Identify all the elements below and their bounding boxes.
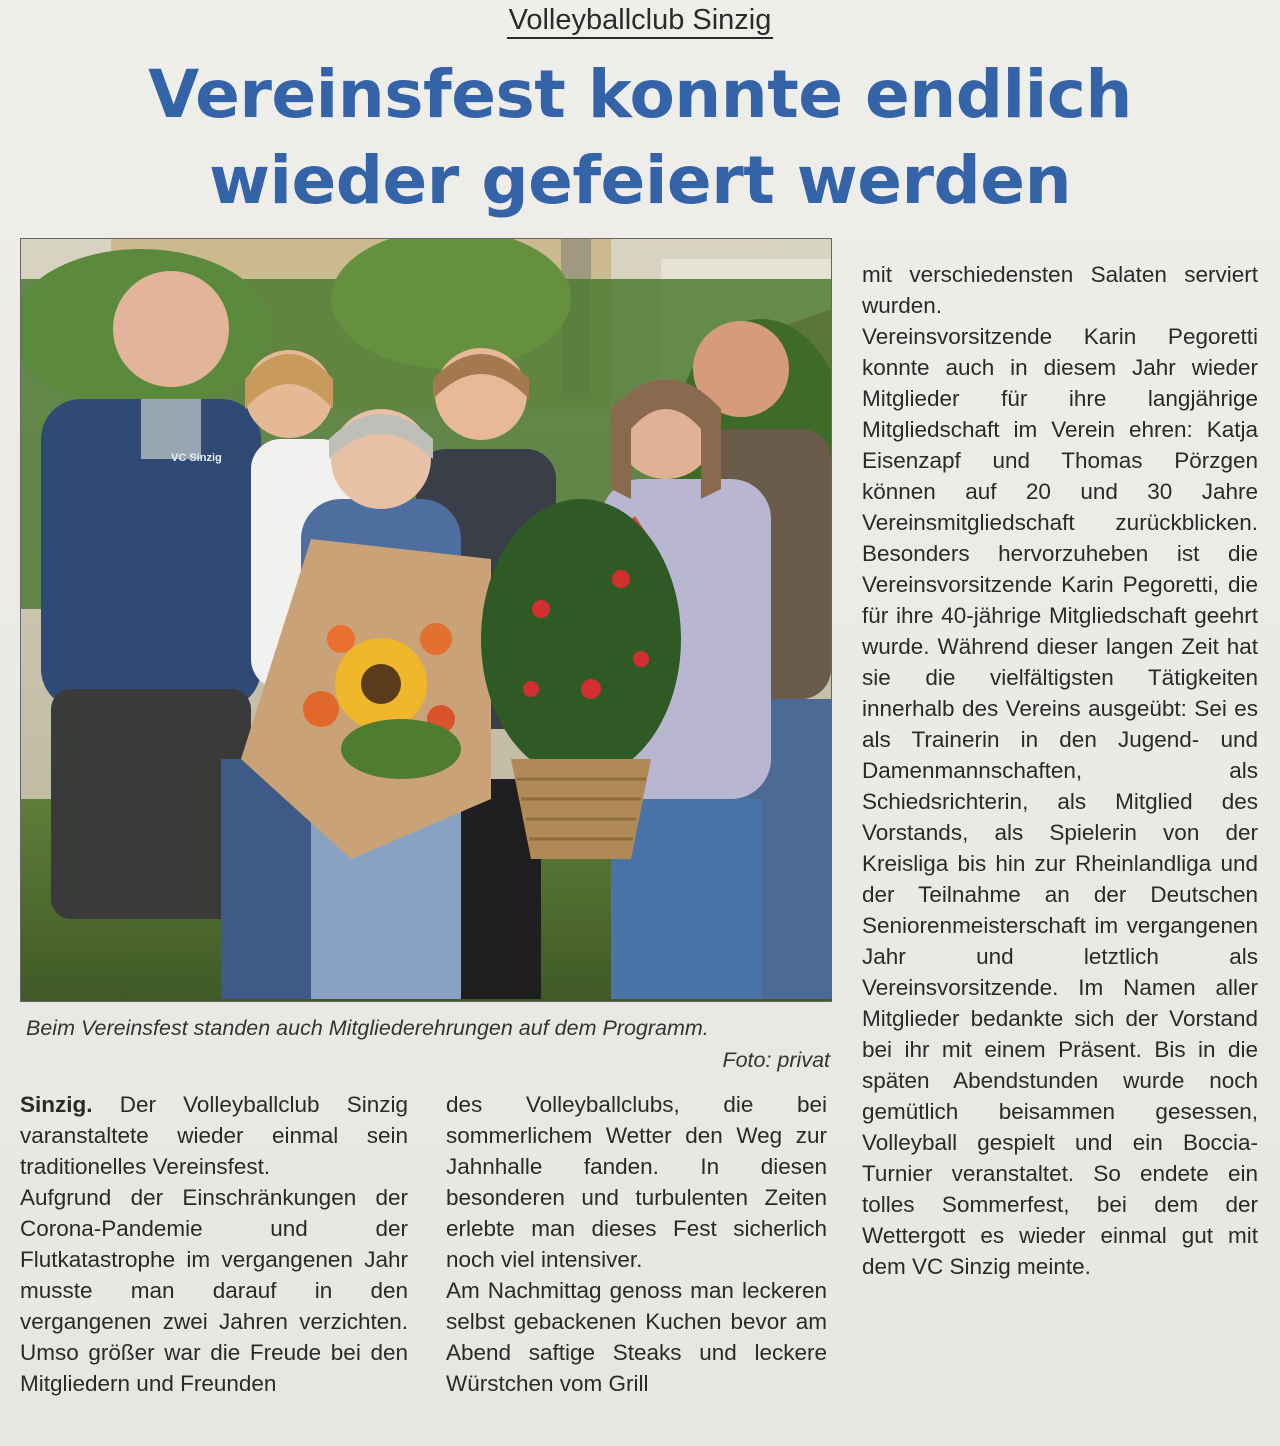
article-column-2: [446, 1089, 827, 1399]
kicker-text: Volleyballclub Sinzig: [507, 4, 774, 39]
intro-text: Der Volleyballclub Sinzig varanstaltete wieder einmal sein traditionelles Vereinsfest.: [20, 1092, 408, 1179]
photo-credit: Foto: privat: [722, 1048, 830, 1072]
headline-line-1: Vereinsfest konnte endlich: [148, 56, 1132, 133]
intro-paragraph: [20, 1089, 408, 1182]
body-paragraph: des Volleyballclubs, die bei sommerlichem Wetter den Weg zur Jahnhalle fanden. In diesen besonderen und turbulenten Zeiten erlebte man dieses Fest sicherlich noch viel intensiver.: [446, 1092, 827, 1272]
article-photo: [20, 238, 832, 1002]
body-paragraph: Aufgrund der Einschränkungen der Corona-Pandemie und der Flutkatastrophe im vergangenen Jahr musste man darauf in den vergangenen zwei Jahren verzichten. Umso größer war die Freude bei den Mitgliedern und Freunden: [20, 1185, 408, 1396]
headline-line-2: wieder gefeiert werden: [208, 142, 1072, 219]
article-column-3: [862, 259, 1258, 1282]
dateline: Sinzig.: [20, 1092, 93, 1117]
caption-text: Beim Vereinsfest standen auch Mitgliederehrungen auf dem Programm.: [26, 1016, 709, 1040]
body-paragraph: Am Nachmittag genoss man leckeren selbst gebackenen Kuchen bevor am Abend saftige Steaks und leckere Würstchen vom Grill: [446, 1278, 827, 1396]
body-paragraph: mit verschiedensten Salaten serviert wurden.: [862, 262, 1258, 318]
group-photo-illustration: [21, 239, 831, 1001]
photo-caption: [26, 1012, 830, 1076]
body-paragraph: Vereinsvorsitzende Karin Pegoretti konnte auch in diesem Jahr wieder Mitglieder für ihre langjährige Mitgliedschaft im Verein ehren: Katja Eisenzapf und Thomas Pörzgen können auf 20 und 30 Jahre Vereinsmitgliedschaft zurückblicken. Besonders hervorzuheben ist die Vereinsvorsitzende Karin Pegoretti, die für ihre 40-jährige Mitgliedschaft geehrt wurde. Während dieser langen Zeit hat sie die vielfältigsten Tätigkeiten innerhalb des Vereins ausgeübt: Sei es als Trainerin in den Jugend- und Damenmannschaften, als Schiedsrichterin, als Mitglied des Vorstands, als Spielerin von der Kreisliga bis hin zur Rheinlandliga und der Teilnahme an der Deutschen Seniorenmeisterschaft im vergangenen Jahr und letztlich als Vereinsvorsitzende. Im Namen aller Mitglieder bedankte sich der Vorstand bei ihr mit einem Präsent. Bis in die späten Abendstunden wurde noch gemütlich beisammen gesessen, Volleyball gespielt und ein Boccia-Turnier veranstaltet. So endete ein tolles Sommerfest, bei dem der Wettergott es wieder einmal gut mit dem VC Sinzig meinte.: [862, 324, 1258, 1279]
section-kicker: [0, 4, 1280, 37]
article-headline: [0, 52, 1280, 224]
article-column-1: [20, 1089, 408, 1399]
shirt-print: VC Sinzig: [171, 452, 222, 464]
